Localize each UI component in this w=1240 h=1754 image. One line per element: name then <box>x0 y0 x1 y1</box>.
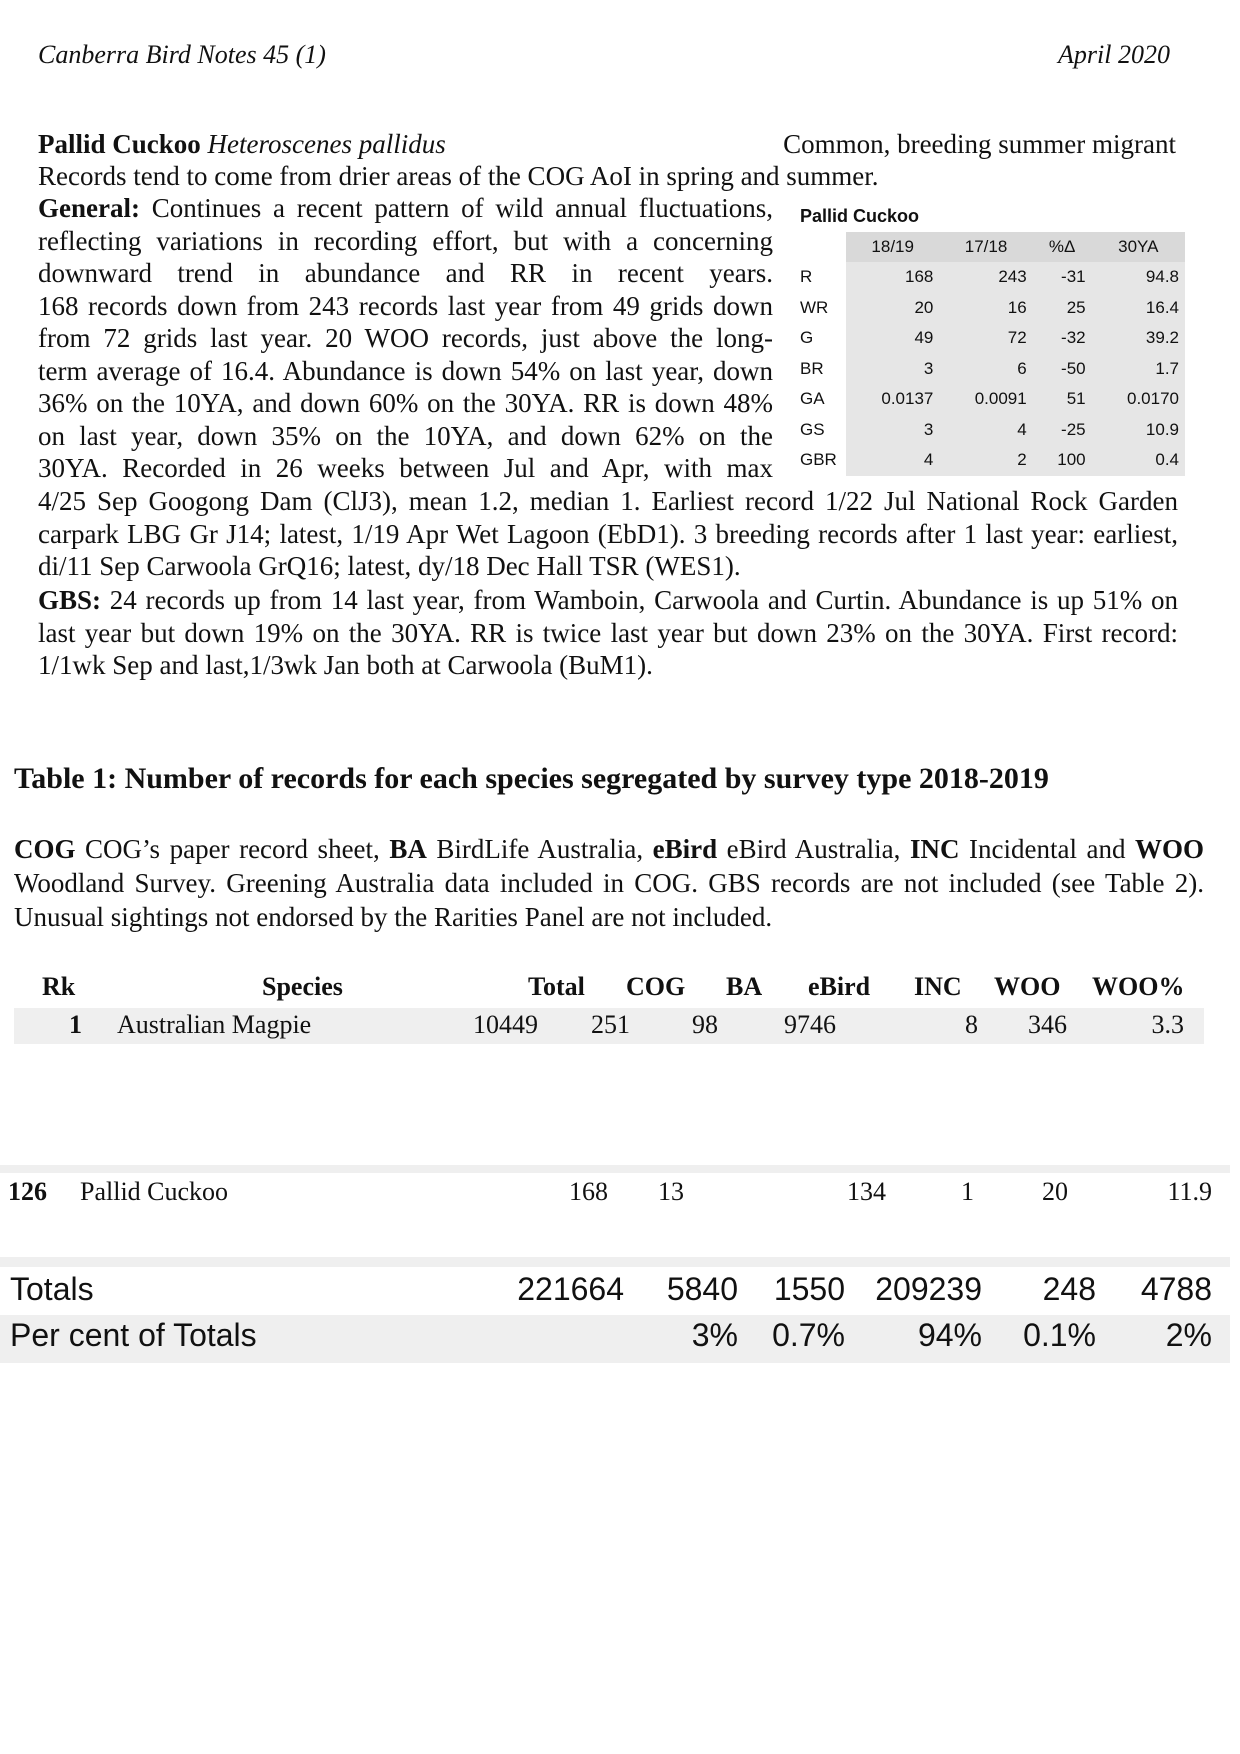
cell-woo-pct: 3.3 <box>1151 1010 1184 1039</box>
general-line: from 72 grids last year. 20 WOO records, just above the long- <box>38 323 773 353</box>
general-line: 36% on the 10YA, and down 60% on the 30YA. RR is down 48% <box>38 388 773 418</box>
cell-woo: 346 <box>1028 1010 1067 1039</box>
inset-corner <box>800 232 846 262</box>
inset-col-header: %Δ <box>1033 232 1092 262</box>
totals-label: Totals <box>10 1271 94 1307</box>
gbs-paragraph <box>38 584 1178 682</box>
inset-col-header: 17/18 <box>939 232 1032 262</box>
cell-inc: 8 <box>965 1010 978 1039</box>
col-header-total: Total <box>528 972 585 1001</box>
totals-row <box>0 1257 1230 1315</box>
inset-row: GA 0.0137 0.0091 51 0.0170 <box>800 384 1185 415</box>
percent-inc: 0.1% <box>1023 1317 1096 1353</box>
cell-rank: 126 <box>8 1177 47 1206</box>
inset-col-header: 18/19 <box>846 232 939 262</box>
totals-cog: 5840 <box>666 1271 738 1307</box>
cell-ba: 98 <box>692 1010 718 1039</box>
general-line: 30YA. Recorded in 26 weeks between Jul and Apr, with max <box>38 453 773 483</box>
general-column <box>38 192 773 485</box>
inset-row: BR 3 6 -50 1.7 <box>800 354 1185 385</box>
table1-description: COG COG’s paper record sheet, BA BirdLife Australia, eBird eBird Australia, INC Incidental and WOO Woodland Survey. Greening Australia data included in COG. GBS records are not included (see Table 2). Unusual sightings not endorsed by the Rarities Panel are not included. <box>14 834 1205 932</box>
inset-table <box>800 232 1185 476</box>
general-label: General: <box>38 193 140 223</box>
gbs-text: 24 records up from 14 last year, from Wamboin, Carwoola and Curtin. Abundance is up 51% on last year but down 19% on the 30YA. RR is twice last year but down 23% on the 30YA. First record: 1/1wk Sep and last,1/3wk Jan both at Carwoola (BuM1). <box>38 585 1178 680</box>
table-row <box>14 1008 1204 1044</box>
inset-row: G 49 72 -32 39.2 <box>800 323 1185 354</box>
general-continuation: 4/25 Sep Googong Dam (ClJ3), mean 1.2, median 1. Earliest record 1/22 Jul National Rock Garden carpark LBG Gr J14; latest, 1/19 Apr Wet Lagoon (EbD1). 3 breeding records after 1 last year: earliest, di/11 Sep Carwoola GrQ16; latest, dy/18 Dec Hall TSR (WES1). <box>38 486 1178 581</box>
inset-title: Pallid Cuckoo <box>800 206 920 226</box>
cell-ebird: 134 <box>847 1177 886 1206</box>
cell-rank: 1 <box>69 1010 82 1039</box>
totals-inc: 248 <box>1042 1271 1096 1307</box>
general-line: term average of 16.4. Abundance is down 54% on last year, down <box>38 355 773 386</box>
col-header-inc: INC <box>914 972 962 1001</box>
totals-ba: 1550 <box>773 1271 845 1307</box>
totals-ebird: 209239 <box>875 1271 982 1307</box>
inset-col-header: 30YA <box>1092 232 1185 262</box>
percent-woo: 2% <box>1165 1317 1212 1353</box>
cell-species: Pallid Cuckoo <box>80 1177 229 1206</box>
general-line: reflecting variations in recording effort, but with a concerning <box>38 225 773 256</box>
table-row <box>0 1165 1230 1213</box>
cell-total: 10449 <box>473 1010 538 1039</box>
general-line: downward trend in abundance and RR in recent years. <box>38 258 773 288</box>
inset-row: GBR 4 2 100 0.4 <box>800 445 1185 476</box>
cell-inc: 1 <box>961 1177 974 1206</box>
percent-ebird: 94% <box>917 1317 982 1353</box>
percent-label: Per cent of Totals <box>10 1317 257 1353</box>
percent-row <box>0 1315 1230 1363</box>
general-line: 168 records down from 243 records last year from 49 grids down <box>38 290 773 321</box>
col-header-species: Species <box>262 972 343 1001</box>
species-heading <box>38 128 1176 160</box>
inset-row: WR 20 16 25 16.4 <box>800 293 1185 324</box>
inset-row: R 168 243 -31 94.8 <box>800 262 1185 293</box>
col-header-woo-pct: WOO% <box>1092 972 1185 1001</box>
general-line: on last year, down 35% on the 10YA, and down 62% on the <box>38 420 773 451</box>
col-header-cog: COG <box>626 972 686 1001</box>
col-header-ba: BA <box>726 972 763 1001</box>
journal-title: Canberra Bird Notes 45 (1) <box>38 40 326 69</box>
cell-cog: 251 <box>591 1010 630 1039</box>
percent-cog: 3% <box>691 1317 738 1353</box>
gbs-label: GBS: <box>38 585 102 615</box>
species-common-name: Pallid Cuckoo <box>38 129 201 159</box>
cell-species: Australian Magpie <box>117 1010 312 1039</box>
species-status: Common, breeding summer migrant <box>783 129 1176 159</box>
col-header-ebird: eBird <box>808 972 871 1001</box>
cell-ebird: 9746 <box>784 1010 836 1039</box>
species-intro: Records tend to come from drier areas of the COG AoI in spring and summer. <box>38 161 879 191</box>
cell-total: 168 <box>569 1177 608 1206</box>
totals-woo: 4788 <box>1140 1271 1212 1307</box>
percent-ba: 0.7% <box>772 1317 845 1353</box>
cell-woo: 20 <box>1042 1177 1068 1206</box>
general-line: General: Continues a recent pattern of wild annual fluctuations, <box>38 193 773 223</box>
cell-woo-pct: 11.9 <box>1167 1177 1212 1206</box>
table1-header-row <box>14 972 1204 1008</box>
inset-row: GS 3 4 -25 10.9 <box>800 415 1185 446</box>
col-header-woo: WOO <box>994 972 1061 1001</box>
col-header-rk: Rk <box>42 972 76 1001</box>
cell-cog: 13 <box>658 1177 684 1206</box>
table1-title: Table 1: Number of records for each species segregated by survey type 2018-2019 <box>14 762 1049 795</box>
issue-date: April 2020 <box>1058 40 1170 69</box>
totals-total: 221664 <box>517 1271 624 1307</box>
species-scientific-name: Heteroscenes pallidus <box>207 129 446 159</box>
